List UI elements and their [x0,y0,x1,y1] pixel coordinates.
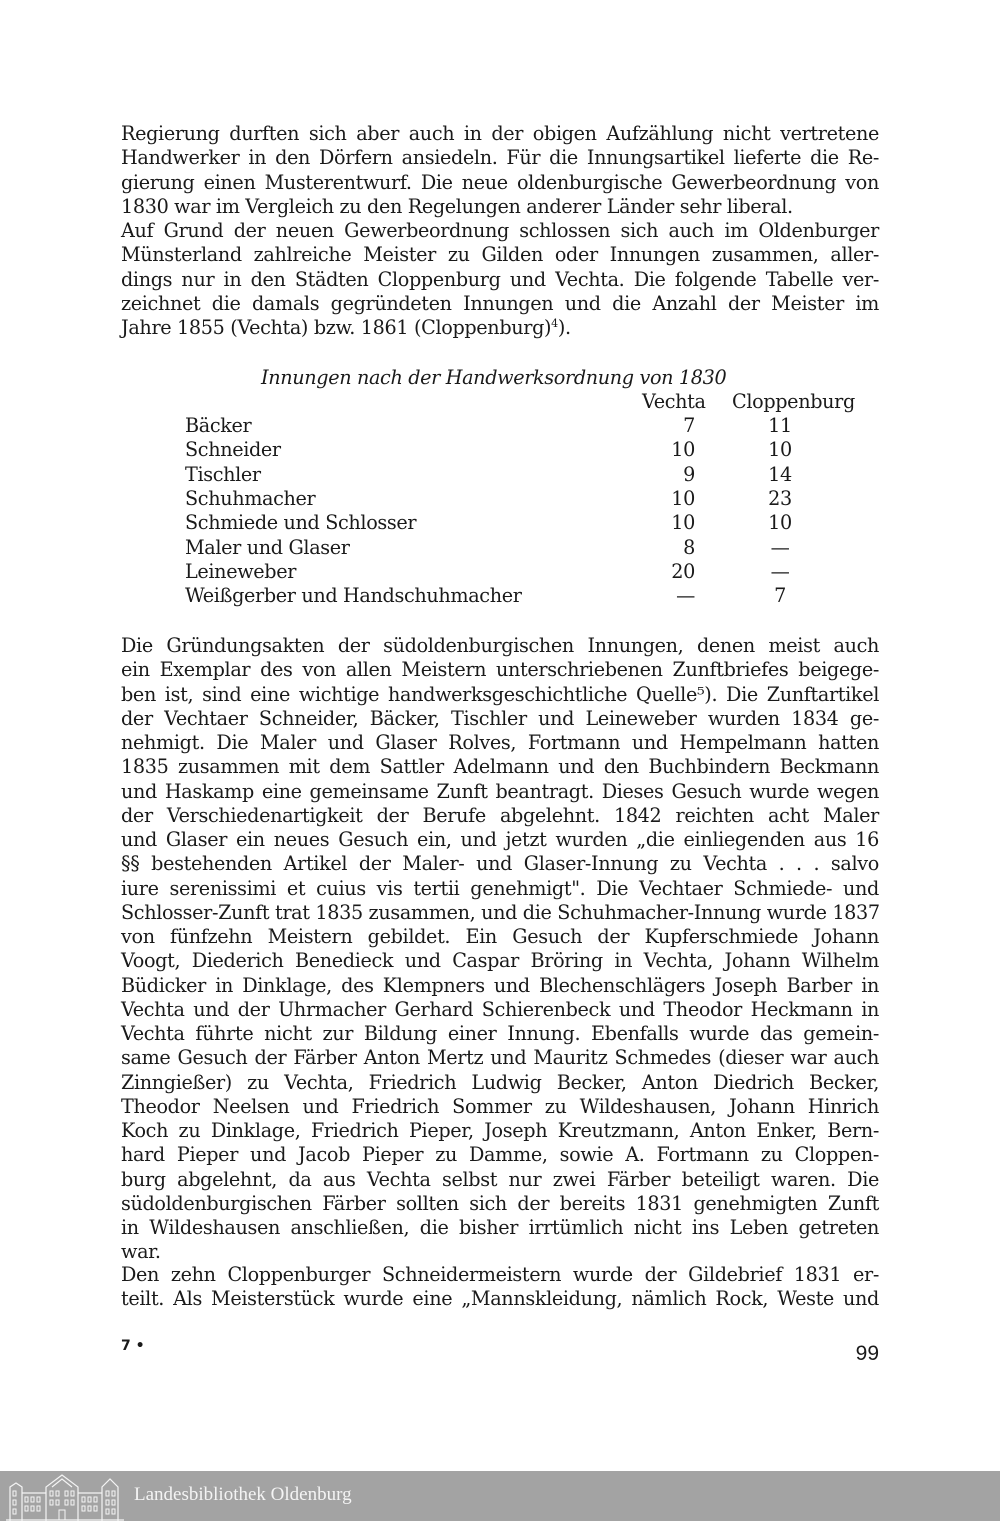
page-body [121,122,879,340]
vechta-value: 10 [671,511,695,535]
text-line: in Wildeshausen anschließen, die bisher irrtümlich nicht ins Leben getreten [121,1216,879,1239]
text-line: Büdicker in Dinklage, des Klempners und Blechenschlägers Joseph Barber in [121,973,879,997]
table-header [185,390,885,414]
text-line-content: Jahre 1855 (Vechta) bzw. 1861 (Cloppenburg) [121,316,552,339]
cloppenburg-value: 7 [774,584,786,608]
fourth-paragraph-container [121,1263,879,1312]
fourth-paragraph [121,1263,879,1312]
vechta-value: 10 [671,486,695,510]
third-paragraph-container [121,634,879,1265]
page-number: 99 [855,1342,879,1365]
text-line: Regierung durften sich aber auch in der obigen Aufzählung nicht vertretene [121,122,879,145]
vechta-value: 9 [683,462,695,486]
table-row [185,463,885,487]
column-header-cloppenburg: Cloppenburg [732,390,855,413]
text-line: Vechta und der Uhrmacher Gerhard Schierenbeck und Theodor Heckmann in [121,997,879,1021]
cloppenburg-value: 14 [768,462,792,486]
second-paragraph [121,219,879,340]
vechta-value: — [676,584,695,608]
trade-name: Leineweber [185,559,297,583]
cloppenburg-value: — [770,559,790,583]
text-line: der Vechtaer Schneider, Bäcker, Tischler und Leineweber wurden 1834 ge- [121,706,879,730]
table-row [185,511,885,535]
text-line: burg abgelehnt, da aus Vechta selbst nur zwei Färber beteiligt waren. Die [121,1167,879,1191]
cloppenburg-value: 10 [768,438,792,462]
text-line: iure serenissimi et cuius vis tertii genehmigt". Die Vechtaer Schmiede- und [121,876,879,900]
text-line: 1830 war im Vergleich zu den Regelungen anderer Länder sehr liberal. [121,194,793,218]
text-line: teilt. Als Meisterstück wurde eine „Mannskleidung, nämlich Rock, Weste und [121,1287,879,1311]
text-line: von fünfzehn Meistern gebildet. Ein Gesuch der Kupferschmiede Johann [121,925,879,948]
text-line: zeichnet die damals gegründeten Innungen und die Anzahl der Meister im [121,291,879,315]
trade-name: Bäcker [185,414,252,437]
text-line: nehmigt. Die Maler und Glaser Rolves, Fortmann und Hempelmann hatten [121,731,879,754]
column-header-vechta: Vechta [642,390,706,413]
text-line: Vechta führte nicht zur Bildung einer Innung. Ebenfalls wurde das gemein- [121,1022,879,1045]
trade-name: Tischler [185,462,261,486]
signature-mark: 7 • [121,1338,145,1354]
text-line: Zinngießer) zu Vechta, Friedrich Ludwig Becker, Anton Diedrich Becker, [121,1070,879,1094]
text-line: südoldenburgischen Färber sollten sich der bereits 1831 genehmigten Zunft [121,1191,879,1215]
table-row [185,414,885,438]
vechta-value: 7 [683,414,695,437]
text-line: Schlosser-Zunft trat 1835 zusammen, und die Schuhmacher-Innung wurde 1837 [121,900,880,924]
trade-name: Schneider [185,438,281,462]
table-row [185,487,885,511]
trade-name: Maler und Glaser [185,535,350,559]
vechta-value: 8 [683,535,695,559]
trade-name: Weißgerber und Handschuhmacher [185,584,522,608]
text-line: war. [121,1240,161,1264]
text-line: Handwerker in den Dörfern ansiedeln. Für die Innungsartikel lieferte die Re- [121,146,879,170]
text-line: Münsterland zahlreiche Meister zu Gilden oder Innungen zusammen, aller- [121,243,879,267]
text-line: Koch zu Dinklage, Friedrich Pieper, Joseph Kreutzmann, Anton Enker, Bern- [121,1119,879,1142]
cloppenburg-value: — [770,535,790,559]
text-line: Theodor Neelsen und Friedrich Sommer zu Wildeshausen, Johann Hinrich [121,1094,879,1118]
cloppenburg-value: 23 [768,486,792,510]
library-footer-banner[interactable] [0,1471,1000,1521]
cloppenburg-value: 10 [768,511,792,535]
text-line: ein Exemplar des von allen Meistern unterschriebenen Zunftbriefes beigege- [121,658,879,682]
table-row [185,584,885,608]
text-line: und Glaser ein neues Gesuch ein, und jetzt wurden „die einliegenden aus 16 [121,828,879,851]
table-row [185,536,885,560]
trade-name: Schuhmacher [185,486,316,510]
text-line: 1835 zusammen mit dem Sattler Adelmann und den Buchbindern Beckmann [121,755,879,779]
text-line: ben ist, sind eine wichtige handwerksgeschichtliche Quelle⁵). Die Zunftartikel [121,682,879,706]
text-line: dings nur in den Städten Cloppenburg und Vechta. Die folgende Tabelle ver- [121,267,879,291]
text-line: Den zehn Cloppenburger Schneidermeistern wurde der Gildebrief 1831 er- [121,1263,879,1286]
text-line: hard Pieper und Jacob Pieper zu Damme, sowie A. Fortmann zu Cloppen- [121,1143,879,1167]
text-line: der Verschiedenartigkeit der Berufe abgelehnt. 1842 reichten acht Maler [121,803,879,827]
table-row [185,560,885,584]
vechta-value: 20 [671,559,695,583]
cloppenburg-value: 11 [768,414,792,437]
text-line-tail: ). [557,316,571,339]
footnote-ref[interactable]: 4 [551,317,558,330]
trade-name: Schmiede und Schlosser [185,511,417,535]
library-name: Landesbibliothek Oldenburg [134,1484,352,1505]
third-paragraph [121,634,879,1265]
text-line: und Haskamp eine gemeinsame Zunft beantragt. Dieses Gesuch wurde wegen [121,779,879,803]
text-line: Die Gründungsakten der südoldenburgischen Innungen, denen meist auch [121,634,879,657]
text-line: same Gesuch der Färber Anton Mertz und Mauritz Schmedes (dieser war auch [121,1046,879,1070]
text-line: Auf Grund der neuen Gewerbeordnung schlossen sich auch im Oldenburger [121,219,879,242]
text-line: gierung einen Musterentwurf. Die neue oldenburgische Gewerbeordnung von [121,170,879,194]
text-line [121,316,879,340]
text-line: §§ bestehenden Artikel der Maler- und Glaser-Innung zu Vechta . . . salvo [121,852,879,876]
vechta-value: 10 [671,438,695,462]
library-building-icon [6,1473,124,1521]
table-row [185,438,885,462]
intro-paragraph [121,122,879,219]
text-line: Voogt, Diederich Benedieck und Caspar Bröring in Vechta, Johann Wilhelm [121,949,879,973]
table-caption: Innungen nach der Handwerksordnung von 1830 [261,366,727,389]
